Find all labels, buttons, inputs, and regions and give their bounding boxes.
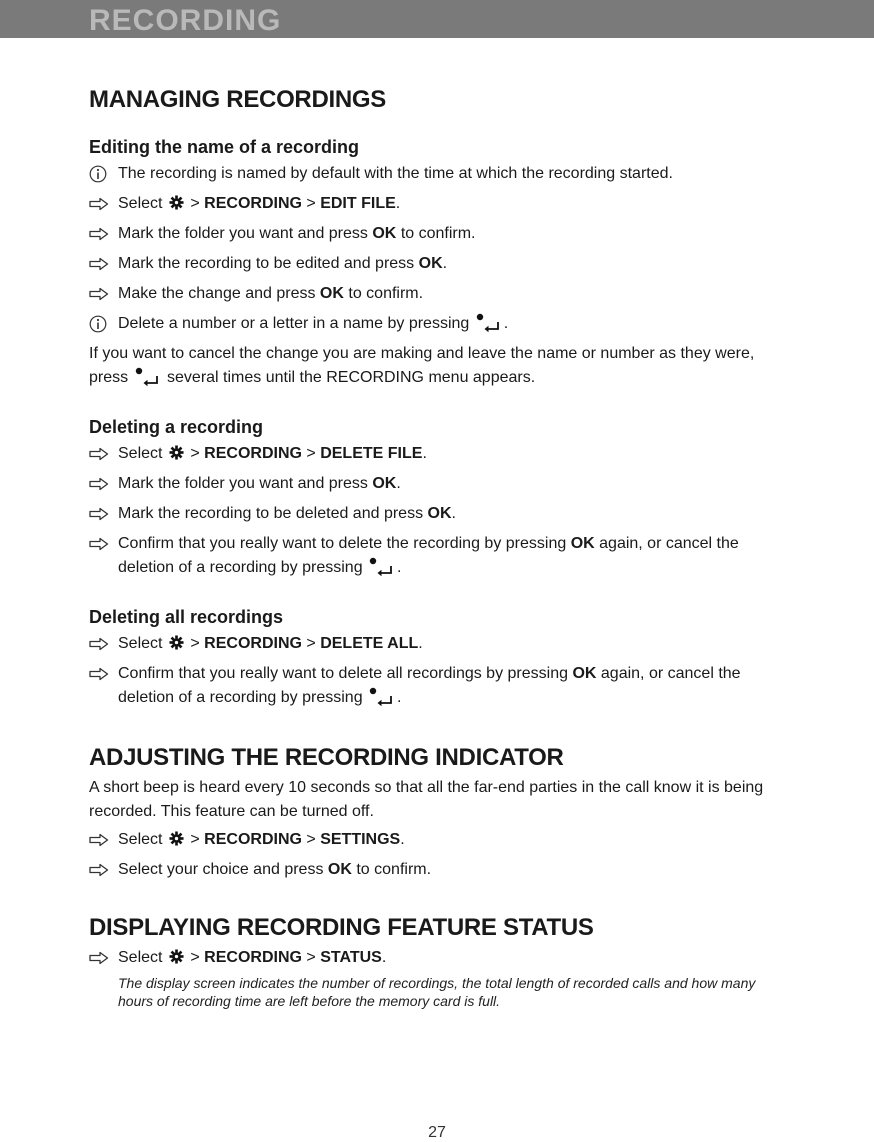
edit-step-1: Select > RECORDING > EDIT FILE. (89, 192, 789, 222)
edit-info-2: Delete a number or a letter in a name by pressing . (89, 312, 789, 342)
back-key-icon (369, 687, 395, 707)
settings-gear-icon (169, 445, 184, 460)
edit-info-1: The recording is named by default with the time at which the recording started. (89, 162, 789, 192)
back-key-icon (369, 557, 395, 577)
arrow-right-outline-icon (89, 828, 118, 852)
arrow-right-outline-icon (89, 252, 118, 276)
info-circle-icon (89, 312, 118, 336)
settings-gear-icon (169, 195, 184, 210)
settings-gear-icon (169, 635, 184, 650)
section-header-bar (0, 0, 874, 38)
settings-gear-icon (169, 831, 184, 846)
edit-cancel-paragraph: If you want to cancel the change you are making and leave the name or number as they were, press several times until the RECORDING menu appears. (89, 345, 755, 386)
indicator-step-2: Select your choice and press OK to confirm. (89, 858, 789, 888)
arrow-right-outline-icon (89, 858, 118, 882)
back-key-icon (135, 367, 161, 387)
delete-step-2: Mark the folder you want and press OK. (89, 472, 789, 502)
info-circle-icon (89, 162, 118, 186)
status-heading: DISPLAYING RECORDING FEATURE STATUS (89, 914, 594, 941)
status-note: The display screen indicates the number of recordings, the total length of recorded calls and how many hours of recording time are left before the memory card is full. (118, 975, 756, 1009)
arrow-right-outline-icon (89, 502, 118, 526)
page-title: MANAGING RECORDINGS (89, 86, 386, 113)
page-number: 27 (428, 1124, 446, 1141)
back-key-icon (476, 313, 502, 333)
delete-step-1: Select > RECORDING > DELETE FILE. (89, 442, 789, 472)
delete-heading: Deleting a recording (89, 417, 264, 437)
indicator-paragraph: A short beep is heard every 10 seconds so that all the far-end parties in the call know it is being recorded. This feature can be turned off. (89, 779, 764, 820)
indicator-step-1: Select > RECORDING > SETTINGS. (89, 828, 789, 858)
settings-gear-icon (169, 949, 184, 964)
arrow-right-outline-icon (89, 472, 118, 496)
page-content (89, 82, 789, 1010)
arrow-right-outline-icon (89, 946, 118, 970)
edit-heading: Editing the name of a recording (89, 137, 360, 157)
delete-all-step-2: Confirm that you really want to delete all recordings by pressing OK again, or cancel the deletion of a recording by pressing . (89, 662, 789, 718)
edit-step-4: Make the change and press OK to confirm. (89, 282, 789, 312)
arrow-right-outline-icon (89, 532, 118, 556)
indicator-heading: ADJUSTING THE RECORDING INDICATOR (89, 744, 564, 771)
delete-all-heading: Deleting all recordings (89, 607, 284, 627)
arrow-right-outline-icon (89, 222, 118, 246)
delete-all-step-1: Select > RECORDING > DELETE ALL. (89, 632, 789, 662)
status-step-1: Select > RECORDING > STATUS. (89, 946, 789, 972)
arrow-right-outline-icon (89, 632, 118, 656)
arrow-right-outline-icon (89, 662, 118, 686)
edit-step-3: Mark the recording to be edited and press OK. (89, 252, 789, 282)
edit-step-2: Mark the folder you want and press OK to confirm. (89, 222, 789, 252)
section-title: RECORDING (89, 4, 282, 37)
delete-step-3: Mark the recording to be deleted and press OK. (89, 502, 789, 532)
arrow-right-outline-icon (89, 442, 118, 466)
delete-step-4: Confirm that you really want to delete the recording by pressing OK again, or cancel the deletion of a recording by pressing . (89, 532, 789, 588)
arrow-right-outline-icon (89, 282, 118, 306)
arrow-right-outline-icon (89, 192, 118, 216)
